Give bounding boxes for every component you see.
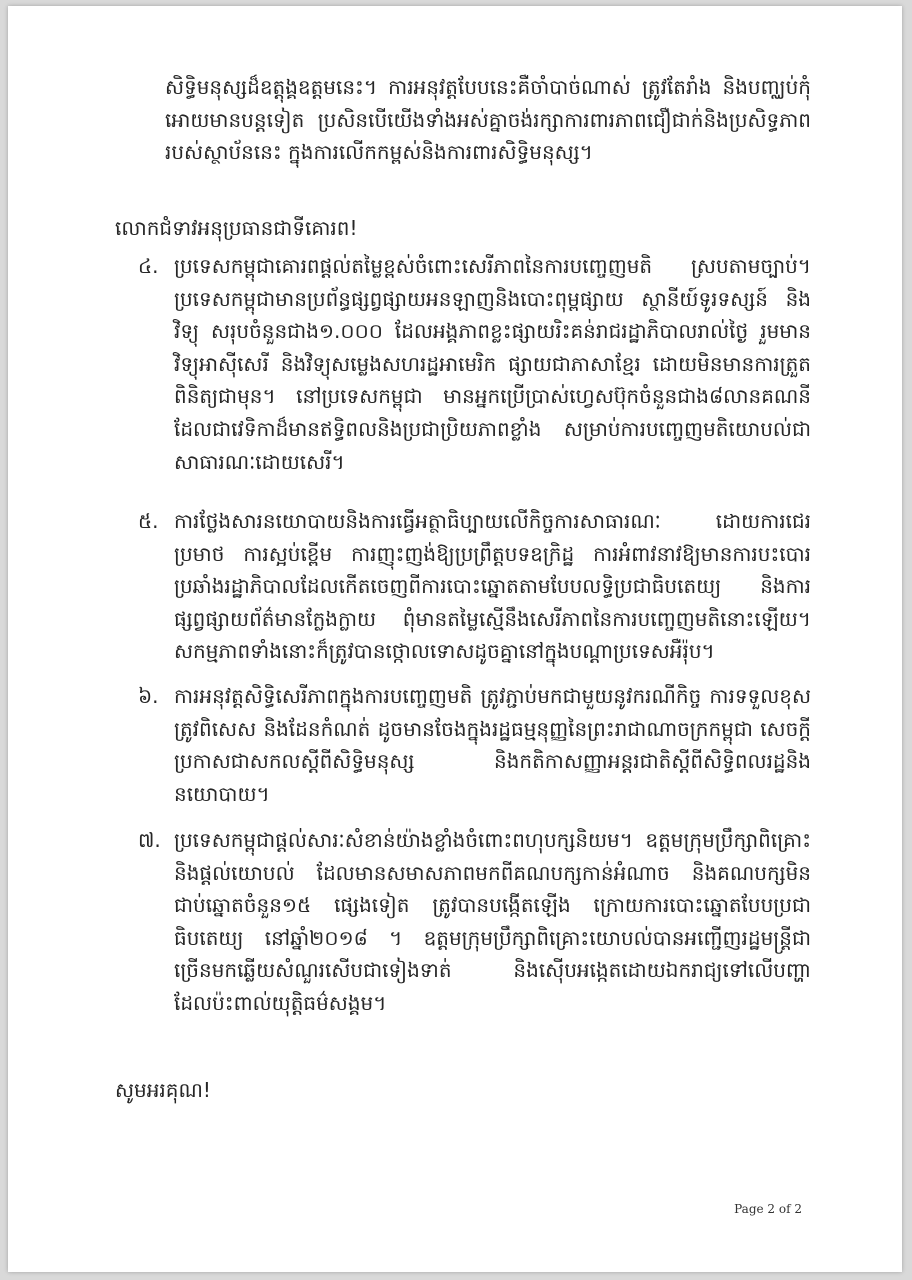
list-item	[138, 680, 811, 810]
item-text: ប្រទេសកម្ពុជាផ្តល់សារៈសំខាន់យ៉ាងខ្លាំងចំពោះពហុបក្សនិយម។ ឧត្តមក្រុមប្រឹក្សាពិគ្រោះនិងផ្តល់យោបល់ ដែលមានសមាសភាពមកពីគណបក្សកាន់អំណាច និងគណបក្សមិនជាប់ឆ្នោតចំនួន១៥ ផ្សេងទៀត ត្រូវបានបង្កើតឡើង ក្រោយការបោះឆ្នោតបែបប្រជាធិបតេយ្យ នៅឆ្នាំ២០១៨ ។ ឧត្តមក្រុមប្រឹក្សាពិគ្រោះយោបល់បានអញ្ជើញរដ្ឋមន្ត្រីជាច្រើនមកឆ្លើយសំណួរសើបជាទៀងទាត់ និងស៊ើបអង្កេតដោយឯករាជ្យទៅលើបញ្ហាដែលប៉ះពាល់យុត្តិធម៌សង្គម។	[174, 828, 811, 1015]
document-page	[8, 6, 902, 1272]
list-item	[138, 824, 811, 1020]
document-body	[8, 6, 902, 1272]
item-number: ៥.	[138, 509, 159, 533]
salutation: លោកជំទាវអនុប្រធានជាទីគោរព!	[115, 216, 358, 240]
page-number: Page 2 of 2	[734, 1202, 802, 1216]
list-item	[138, 250, 811, 478]
item-text: ការអនុវត្តសិទ្ធិសេរីភាពក្នុងការបញ្ចេញមតិ ត្រូវភ្ជាប់មកជាមួយនូវករណីកិច្ច ការទទួលខុសត្រូវពិសេស និងដែនកំណត់ ដូចមានចែងក្នុងរដ្ឋធម្មនុញ្ញនៃព្រះរាជាណាចក្រកម្ពុជា សេចក្តីប្រកាសជាសកលស្តីពីសិទ្ធិមនុស្ស និងកតិកាសញ្ញាអន្តរជាតិស្តីពីសិទ្ធិពលរដ្ឋនិងនយោបាយ។	[174, 684, 811, 806]
closing-remark: សូមអរគុណ!	[115, 1078, 211, 1102]
item-number: ៤.	[138, 254, 159, 278]
item-text: ការថ្លែងសារនយោបាយនិងការធ្វើអត្ថាធិប្បាយលើកិច្ចការសាធារណៈ ដោយការជេរប្រមាថ ការស្អប់ខ្ពើម ការញុះញង់ឱ្យប្រព្រឹត្តបទឧក្រិដ្ឋ ការអំពាវនាវឱ្យមានការបះបោរប្រឆាំងរដ្ឋាភិបាលដែលកើតចេញពីការបោះឆ្នោតតាមបែបលទ្ធិប្រជាធិបតេយ្យ និងការផ្សព្វផ្សាយព័ត៌មានក្លែងក្លាយ ពុំមានតម្លៃស្មើនឹងសេរីភាពនៃការបញ្ចេញមតិនោះឡើយ។ សកម្មភាពទាំងនោះក៏ត្រូវបានថ្កោលទោសដូចគ្នានៅក្នុងបណ្តាប្រទេសអឺរ៉ុប។	[174, 509, 811, 664]
item-text: ប្រទេសកម្ពុជាគោរពផ្តល់តម្លៃខ្ពស់ចំពោះសេរីភាពនៃការបញ្ចេញមតិ ស្របតាមច្បាប់។ ប្រទេសកម្ពុជាមានប្រព័ន្ធផ្សព្វផ្សាយអនឡាញនិងបោះពុម្ពផ្សាយ ស្ថានីយ៍ទូរទស្សន៍ និងវិទ្យុ សរុបចំនួនជាង១.០០០ ដែលអង្គភាពខ្លះផ្សាយរិះគន់រាជរដ្ឋាភិបាលរាល់ថ្ងៃ រួមមាន វិទ្យុអាស៊ីសេរី និងវិទ្យុសម្លេងសហរដ្ឋអាមេរិក ផ្សាយជាភាសាខ្មែរ ដោយមិនមានការត្រួតពិនិត្យជាមុន។ នៅប្រទេសកម្ពុជា មានអ្នកប្រើប្រាស់ហ្វេសប៊ុកចំនួនជាង៨លានគណនី ដែលជាវេទិកាដ៏មានឥទ្ធិពលនិងប្រជាប្រិយភាពខ្លាំង សម្រាប់ការបញ្ចេញមតិយោបល់ជាសាធារណៈដោយសេរី។	[174, 254, 811, 474]
list-item	[138, 505, 811, 668]
item-number: ៦.	[138, 684, 159, 708]
intro-paragraph: សិទ្ធិមនុស្សដ៏ឧត្តុង្គឧត្តមនេះ។ ការអនុវត្តបែបនេះគឺចាំបាច់ណាស់ ត្រូវតែរាំង និងបញ្ឈប់កុំអោយមានបន្តទៀត ប្រសិនបើយើងទាំងអស់គ្នាចង់រក្សាការពារភាពជឿជាក់និងប្រសិទ្ធភាពរបស់ស្ថាប័ននេះ ក្នុងការលើកកម្ពស់និងការពារសិទ្ធិមនុស្ស។	[165, 75, 811, 165]
item-number: ៧.	[138, 828, 161, 852]
